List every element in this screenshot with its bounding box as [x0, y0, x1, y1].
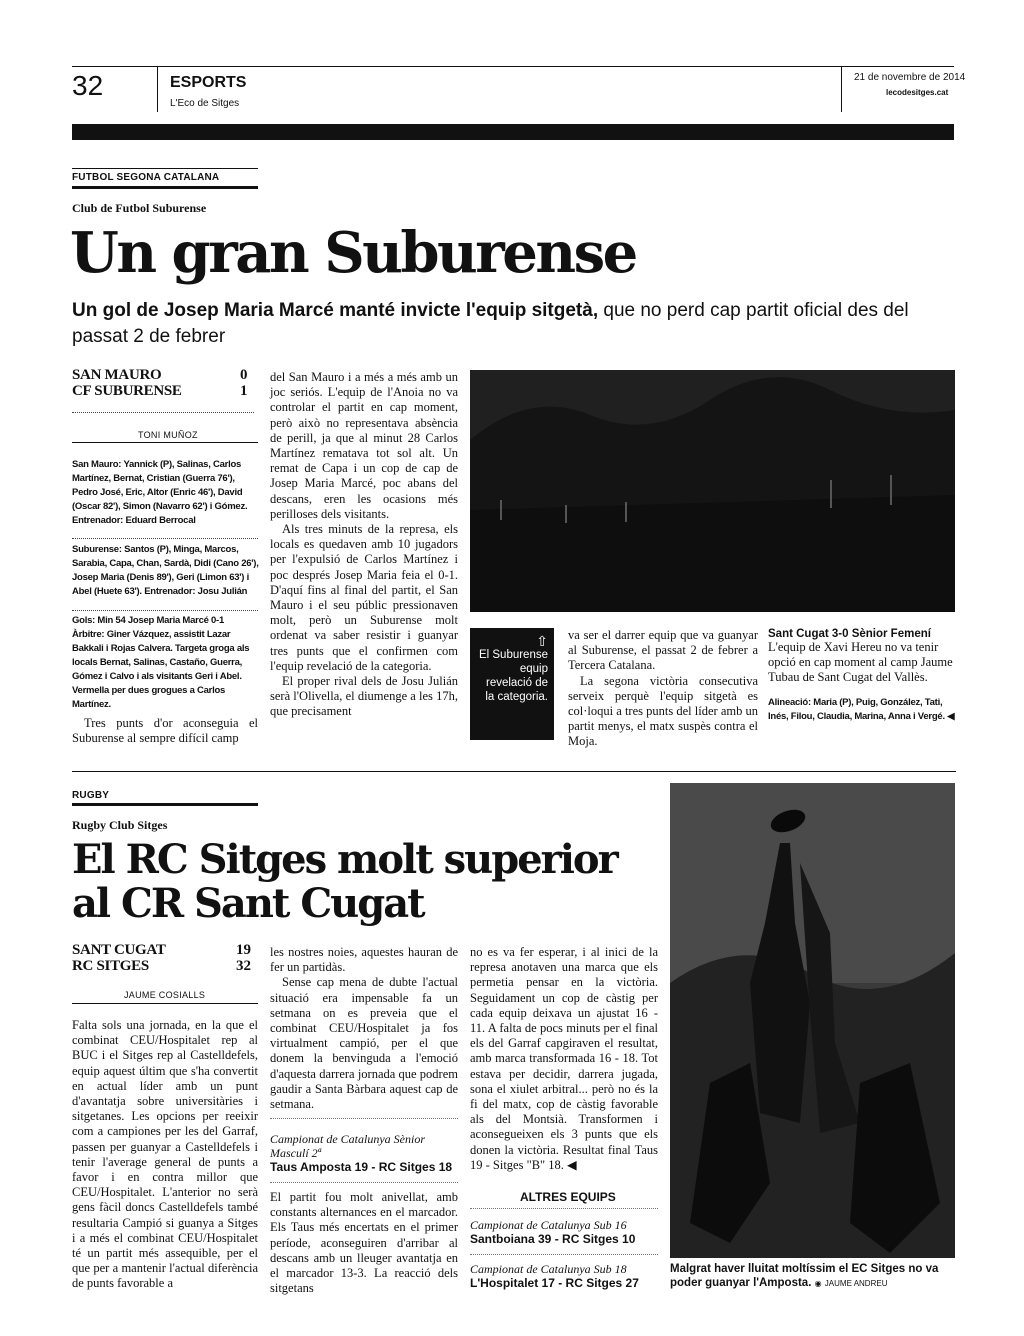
website-link[interactable]: lecodesitges.cat: [886, 88, 949, 97]
paragraph: Falta sols una jornada, en la que el combinat CEU/Hospitalet rep al BUC i el Sitges rep al Castelldefels, equip aquest últim que s'ha convertit en actual líder amb un punt d'avantatja sobre universitàries i sitgetanes. Les opcions per reeixir com a campiones per les del Garraf, passen per guanyar a Castelldefels i tenir l'average general de punts a favor i en contra millor que CEU/Hospitalet. L'anterior no serà gens fàcil doncs Castelldefels també resultaria Campió si guanya a Sitges i a més el combinat CEU/Hospitalet té un partit més assequible, per el que per a mantenir l'actual diferència de punts favorable a: [72, 1018, 258, 1291]
rugby-col3: [470, 945, 658, 1173]
paragraph: El proper rival dels de Josu Julián serà l'Olivella, el diumenge a les 17h, que precisament: [270, 674, 458, 719]
headline-line: El RC Sitges molt superior: [72, 836, 617, 883]
championship-label: Campionat de Catalunya Sènior Masculí 2ª: [270, 1132, 425, 1160]
sub18-result: L'Hospitalet 17 - RC Sitges 27: [470, 1276, 639, 1290]
score-team-away: CF SUBURENSE: [72, 383, 182, 399]
arrow-up-icon: ⇧: [536, 633, 548, 649]
rugby-photo-caption: [670, 1262, 960, 1291]
end-mark-icon: ◀: [947, 710, 955, 722]
header-divider: [157, 66, 158, 112]
sub16-result: Santboiana 39 - RC Sitges 10: [470, 1232, 636, 1246]
score-points-home: 19: [236, 942, 251, 958]
paragraph-text: no es va fer esperar, i al inici de la represa anotaven una marca que els permetia pensar en la victòria. Seguidament un cop de càstig per cada equip deixava un ajustat 16 - 11. A falta de pocs minuts per el final els del Garraf capgiraven el resultat, amb marca transformada 16 - 18. Tot estava per decidir, darrera jugada, sona el xiulet arbitral... però no és la fi del matx, cop de càstig favorable als del Montsià. Transformen i aconsegueixen els 3 punts que els donen la victòria. Resultat final Taus 19 - Sitges "B" 18.: [470, 945, 658, 1172]
women-lineup-text: Alineació: Maria (P), Puig, González, Tati, Inés, Filou, Claudia, Marina, Anna i Vergé.: [768, 696, 945, 722]
championship-result: Taus Amposta 19 - RC Sitges 18: [270, 1160, 453, 1174]
sub16-label: Campionat de Catalunya Sub 16: [470, 1218, 627, 1232]
section-title: ESPORTS: [170, 74, 247, 91]
lineup-divider: [72, 538, 258, 539]
football-col2: [270, 370, 458, 720]
score-team-away: RC SITGES: [72, 958, 149, 974]
football-photo-caption: [470, 628, 554, 740]
photo-scene: [670, 783, 955, 1258]
caption-text: Malgrat haver lluitat moltíssim el EC Sitges no va poder guanyar l'Amposta.: [670, 1263, 939, 1289]
women-head: Sant Cugat 3-0 Sènior Femení: [768, 628, 931, 640]
section-divider: [72, 771, 956, 772]
sub16-result-box: [470, 1218, 660, 1246]
rugby-headline: [72, 838, 617, 926]
photo-credit: JAUME ANDREU: [824, 1279, 888, 1288]
paragraph: Sense cap mena de dubte l'actual situació era impensable fa un setmana on es preveia que el combinat CEU/Hospitalet ja fos virtualment campió, per el que donem la benvinguda a l'emoció d'aquesta darrera jornada que podrem gaudir a Santa Bàrbara aquest cap de setmana.: [270, 975, 458, 1112]
sub18-label: Campionat de Catalunya Sub 18: [470, 1262, 627, 1276]
sub18-result-box: [470, 1262, 660, 1290]
headline-line: al CR Sant Cugat: [72, 880, 424, 927]
paragraph: les nostres noies, aquestes hauran de fer un partidàs.: [270, 945, 458, 975]
score-divider: [72, 412, 254, 413]
score-team-home: SAN MAURO: [72, 367, 162, 383]
photo-scene: [470, 370, 955, 612]
separator: [470, 1208, 658, 1209]
separator: [470, 1254, 658, 1255]
women-team-box: [768, 628, 956, 724]
camera-icon: ◉: [814, 1279, 822, 1288]
score-points-away: 32: [236, 958, 251, 974]
page-number: 32: [72, 70, 104, 101]
lineup-divider: [72, 610, 258, 611]
football-col1: [72, 716, 258, 746]
header-black-bar: [72, 124, 954, 140]
issue-date: 21 de novembre de 2014: [854, 72, 966, 83]
separator: [270, 1118, 458, 1119]
football-author: TONI MUÑOZ: [138, 430, 198, 440]
publication-name: L'Eco de Sitges: [170, 98, 240, 109]
goals-line: Gols: Min 54 Josep Maria Marcé 0-1: [72, 615, 225, 626]
separator: [270, 1182, 458, 1183]
deck-bold: Un gol de Josep Maria Marcé manté invicte l'equip sitgetà,: [72, 300, 599, 321]
paragraph: del San Mauro i a més a més amb un joc seriós. L'equip de l'Anoia no va controlar el partit en cap moment, però això no representava absència de perill, ja que al minut 28 Carlos Martínez rematava tot sol alt. Un remat de Capa i un cop de cap de Josep Maria Marcé, poc abans del descans, eren les ocasions més perilloses dels visitants.: [270, 370, 458, 521]
paragraph: [470, 945, 658, 1173]
deck-light: que no perd cap partit oficial des del passat 2 de febrer: [72, 300, 909, 347]
header-rule: [72, 66, 954, 67]
football-deck: [72, 298, 952, 350]
rugby-club: Rugby Club Sitges: [72, 818, 168, 832]
paragraph: va ser el darrer equip que va guanyar al Suburense, el passat 2 de febrer a Tercera Catalana.: [568, 628, 758, 673]
rugby-col2: [270, 945, 458, 1112]
author-rule: [72, 442, 258, 443]
rugby-kicker: RUGBY: [72, 790, 110, 801]
rugby-col2b: [270, 1190, 458, 1296]
football-team-photo: [470, 370, 955, 612]
football-kicker: FUTBOL SEGONA CATALANA: [72, 172, 220, 183]
paragraph: El partit fou molt anivellat, amb constants alternances en el marcador. Els Taus més encertats en el primer període, aconseguiren d'arribar al descans amb un lleuger avantatja en el marcador 13-3. La reacció dels sitgetans: [270, 1190, 458, 1296]
lineup-text: San Mauro: Yannick (P), Salinas, Carlos Martínez, Bernat, Cristian (Guerra 76'), Pedro José, Eric, Altor (Enric 46'), David (Oscar 82'), Simon (Navarro 62') i Gómez.: [72, 459, 248, 512]
score-goals-home: 0: [240, 367, 248, 383]
score-team-home: SANT CUGAT: [72, 942, 166, 958]
lineup-san-mauro: [72, 458, 262, 528]
rugby-col1: [72, 1018, 258, 1292]
rugby-lineout-photo: [670, 783, 955, 1258]
football-club: Club de Futbol Suburense: [72, 201, 207, 215]
score-goals-away: 1: [240, 383, 248, 399]
paragraph: Als tres minuts de la represa, els locals es quedaven amb 10 jugadors per l'expulsió de Carlos Martínez i poc després Josep Maria feia el 0-1. D'aquí fins al final del partit, el San Mauro i el seu públic pressionaven molt, però un Suburense molt ordenat va saber resistir i guanyar tres punts que el confirmen com l'equip revelació de la categoria.: [270, 522, 458, 673]
author-rule: [72, 1003, 258, 1004]
women-lineup: [768, 696, 956, 724]
football-col3: [568, 628, 758, 750]
lineup-suburense: Suburense: Santos (P), Minga, Marcos, Sarabia, Capa, Chan, Sardà, Didi (Cano 26'), Josep Maria (Denis 89'), Geri (Limon 63') i Abel (Huete 63'). Entrenador: Josu Julián: [72, 544, 259, 597]
caption-text: El Suburense equip revelació de la categoria.: [478, 649, 548, 703]
coach-text: Entrenador: Eduard Berrocal: [72, 515, 196, 526]
football-headline: Un gran Suburense: [70, 220, 636, 286]
senior-result-box: [270, 1132, 460, 1174]
kicker-rule: [72, 186, 258, 189]
women-text: L'equip de Xavi Hereu no va tenir opció en cap moment al camp Jaume Tubau de Sant Cugat del Vallès.: [768, 640, 953, 685]
kicker-rule: [72, 168, 258, 169]
other-teams-label: ALTRES EQUIPS: [520, 1190, 616, 1204]
paragraph: Tres punts d'or aconseguia el Suburense al sempre difícil camp: [72, 716, 258, 746]
paragraph: La segona victòria consecutiva serveix perquè l'equip sitgetà es col·loqui a tres punts del líder amb un partit menys, el matx suspès contra el Moja.: [568, 673, 758, 749]
header-divider: [841, 66, 842, 112]
rugby-author: JAUME COSIALLS: [124, 990, 206, 1000]
kicker-rule: [72, 803, 258, 806]
end-mark-icon: ◀: [567, 1157, 577, 1172]
referee-line: Àrbitre: Giner Vázquez, assistit Lazar Bakkali i Rojas Calvera. Targeta groga als locals Bernat, Salinas, Castaño, Guerra, Gómez i Calvo i als visitants Geri i Abel. Vermella per dues grogues a Carlos Martínez.: [72, 629, 250, 710]
